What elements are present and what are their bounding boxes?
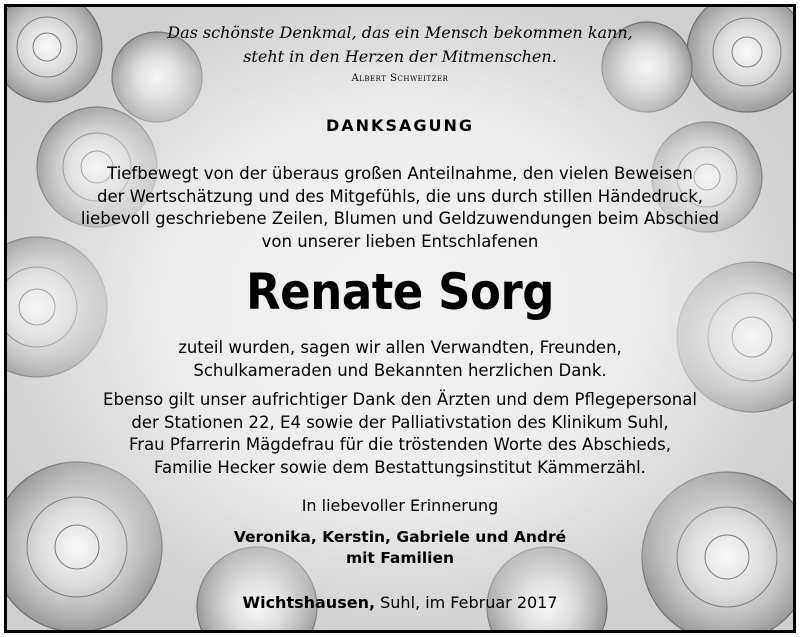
additional-thanks-line: Ebenso gilt unser aufrichtiger Dank den Ärzten und dem Pflegepersonal	[103, 390, 697, 409]
remembrance-line: In liebevoller Erinnerung	[301, 496, 499, 515]
intro-line: der Wertschätzung und des Mitgefühls, die uns durch stillen Händedruck,	[96, 186, 703, 206]
quote-line-1: Das schönste Denkmal, das ein Mensch bekommen kann,	[167, 23, 633, 42]
thanks-paragraph	[7, 337, 793, 382]
quote-author: Albert Schweitzer	[351, 73, 449, 84]
thanks-line: Schulkameraden und Bekannten herzlichen Dank.	[193, 360, 607, 380]
footer-date: Suhl, im Februar 2017	[375, 593, 558, 612]
family-signature	[7, 527, 793, 569]
heading: DANKSAGUNG	[325, 116, 474, 135]
additional-thanks-paragraph	[7, 389, 793, 479]
intro-paragraph	[7, 163, 793, 253]
additional-thanks-line: Familie Hecker sowie dem Bestattungsinstitut Kämmerzähl.	[154, 457, 646, 477]
intro-line: liebevoll geschriebene Zeilen, Blumen und Geldzuwendungen beim Abschied	[80, 209, 720, 228]
additional-thanks-line: der Stationen 22, E4 sowie der Palliativstation des Klinikum Suhl,	[131, 412, 669, 432]
footer-place: Wichtshausen,	[242, 593, 376, 612]
intro-line: Tiefbewegt von der überaus großen Anteilnahme, den vielen Beweisen	[107, 164, 693, 183]
intro-line: von unserer lieben Entschlafenen	[261, 231, 539, 251]
family-line: mit Familien	[345, 549, 455, 567]
thanks-line: zuteil wurden, sagen wir allen Verwandten, Freunden,	[178, 338, 622, 357]
deceased-name: Renate Sorg	[245, 263, 555, 321]
place-date-footer	[7, 593, 793, 612]
obituary-text	[7, 7, 793, 630]
family-line: Veronika, Kerstin, Gabriele und André	[233, 528, 567, 546]
quote-line-2: steht in den Herzen der Mitmenschen.	[243, 47, 557, 66]
additional-thanks-line: Frau Pfarrerin Mägdefrau für die tröstenden Worte des Abschieds,	[129, 435, 671, 454]
obituary-card	[4, 4, 796, 633]
